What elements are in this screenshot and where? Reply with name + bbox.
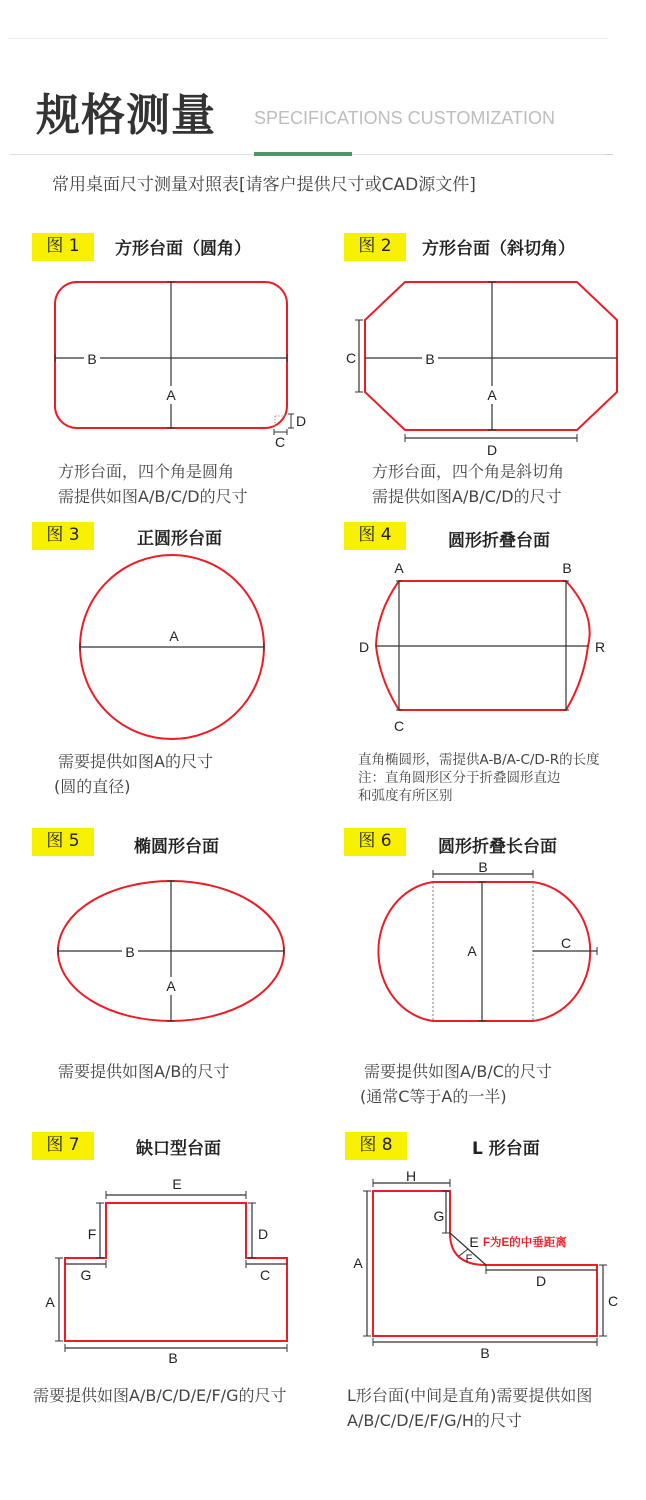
label-b: B [480,1345,490,1361]
label-g: G [80,1267,92,1283]
figure-desc-line: 注：直角圆形区分于折叠圆形直边 [358,770,561,786]
figure-badge: 图 7 [32,1132,94,1160]
figure-desc-line: 需要提供如图A/B/C的尺寸 [364,1062,552,1081]
figure-desc-line: 需提供如图A/B/C/D的尺寸 [372,487,562,506]
label-d: D [295,413,307,429]
label-r: R [594,639,606,655]
label-c: C [345,350,357,366]
label-b: B [562,560,572,576]
label-b: B [168,1350,178,1366]
figure-title: 方形台面（斜切角） [422,239,575,259]
label-c: C [393,718,405,734]
intro-text: 常用桌面尺寸测量对照表[请客户提供尺寸或CAD源文件] [52,175,476,195]
page-title: 规格测量 [36,90,216,141]
figure-desc-line: (通常C等于A的一半) [360,1087,507,1106]
label-a: A [166,978,176,994]
label-c: C [607,1293,619,1309]
figure-badge: 图 6 [344,828,406,856]
figure-title: 正圆形台面 [137,529,222,549]
figure-desc-line: 方形台面，四个角是斜切角 [372,462,565,481]
label-a: A [166,387,176,403]
label-c: C [274,434,286,450]
label-f: F [87,1226,97,1242]
figure-desc-line: (圆的直径) [54,777,131,796]
label-a: A [394,560,404,576]
label-b: B [425,351,435,367]
label-d: D [535,1273,547,1289]
figure-desc-line: 需要提供如图A的尺寸 [58,752,213,771]
figure-desc-line: 直角椭圆形，需提供A-B/A-C/D-R的长度 [358,752,600,768]
label-h: H [405,1168,417,1184]
label-b: B [125,944,135,960]
page-subtitle-en: SPECIFICATIONS CUSTOMIZATION [254,108,556,128]
figure-desc-line: 方形台面，四个角是圆角 [58,462,235,481]
figure-badge: 图 8 [345,1132,407,1160]
figure-title: 椭圆形台面 [134,837,219,857]
figure-title: 圆形折叠台面 [448,531,550,551]
label-e: E [469,1234,479,1250]
label-a: A [353,1255,363,1271]
figure-badge: 图 3 [32,522,94,550]
label-g: G [433,1208,445,1224]
figure-badge: 图 4 [344,522,406,550]
annotation-note: F为E的中垂距离 [483,1237,567,1249]
figure-desc-line: 需提供如图A/B/C/D的尺寸 [58,487,248,506]
figure-7-desc: 需要提供如图A/B/C/D/E/F/G的尺寸 [33,1386,287,1405]
label-c: C [259,1267,271,1283]
label-e: E [172,1176,182,1192]
figure-title: 方形台面（圆角） [115,239,251,259]
label-b: B [87,351,97,367]
label-d: D [486,442,498,458]
figure-title: 缺口型台面 [136,1139,221,1159]
figure-8-desc-line-2: A/B/C/D/E/F/G/H的尺寸 [347,1411,522,1430]
label-a: A [467,943,477,959]
label-a: A [45,1294,55,1310]
figure-desc-line: 需要提供如图A/B的尺寸 [58,1062,230,1081]
label-f: F [465,1253,473,1265]
figure-title: L 形台面 [472,1139,540,1159]
figure-title: 圆形折叠长台面 [438,837,557,857]
label-d: D [257,1226,269,1242]
label-a: A [169,628,179,644]
figure-badge: 图 2 [344,233,406,261]
label-b: B [478,859,488,875]
label-a: A [487,387,497,403]
figure-8-desc-line-1: L形台面(中间是直角)需要提供如图 [347,1386,593,1405]
label-c: C [560,935,572,951]
label-d: D [358,639,370,655]
figure-badge: 图 1 [32,233,94,261]
figure-desc-line: 和弧度有所区别 [358,788,453,804]
figure-badge: 图 5 [32,828,94,856]
